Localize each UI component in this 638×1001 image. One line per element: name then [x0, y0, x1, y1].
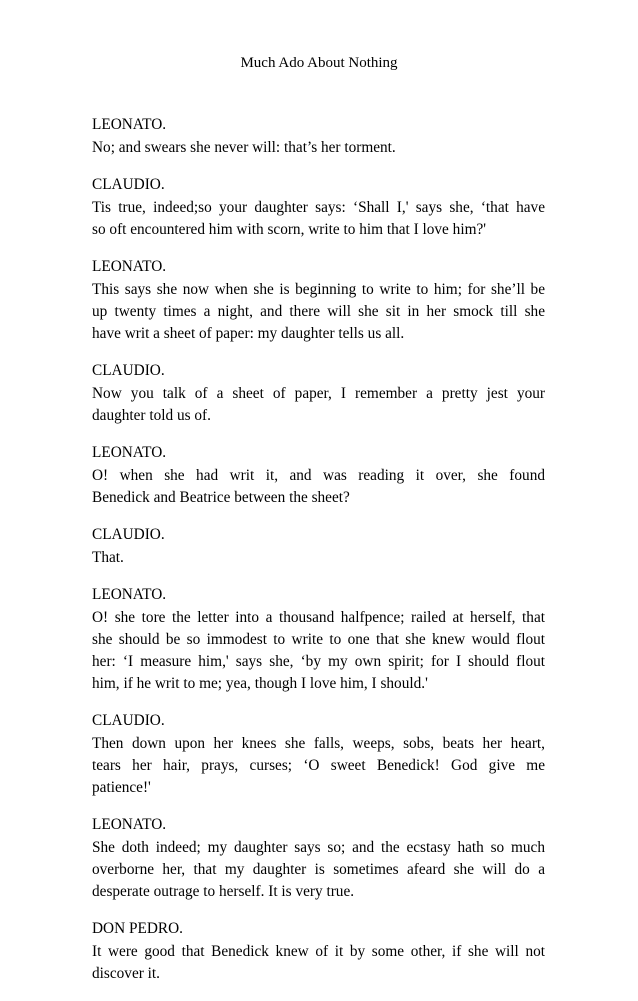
dialogue-line: desperate outrage to herself. It is very true. — [92, 883, 355, 900]
play-text — [92, 115, 545, 1001]
dialogue-line: This says she now when she is beginning to write to him; for she’ll be — [92, 281, 545, 298]
speech-block — [92, 115, 545, 159]
dialogue-line: up twenty times a night, and there will she sit in her smock till she — [92, 303, 545, 320]
speech-block — [92, 919, 545, 985]
dialogue-line: O! when she had writ it, and was reading it over, she found — [92, 467, 545, 484]
speaker-name: CLAUDIO. — [92, 176, 165, 193]
dialogue-line: She doth indeed; my daughter says so; and the ecstasy hath so much — [92, 839, 545, 856]
dialogue-line: overborne her, that my daughter is sometimes afeard she will do a — [92, 861, 545, 878]
dialogue-line: so oft encountered him with scorn, write to him that I love him?' — [92, 221, 487, 238]
dialogue-line: It were good that Benedick knew of it by some other, if she will not — [92, 943, 545, 960]
dialogue-line: him, if he writ to me; yea, though I love him, I should.' — [92, 675, 428, 692]
dialogue-line: No; and swears she never will: that’s her torment. — [92, 139, 396, 156]
dialogue-line: tears her hair, prays, curses; ‘O sweet Benedick! God give me — [92, 757, 545, 774]
speaker-name: LEONATO. — [92, 816, 167, 833]
speech-block — [92, 443, 545, 509]
dialogue-line: Tis true, indeed;so your daughter says: ‘Shall I,' says she, ‘that have — [92, 199, 545, 216]
speech-block — [92, 815, 545, 903]
speech-block — [92, 257, 545, 345]
speaker-name: CLAUDIO. — [92, 712, 165, 729]
dialogue-line: O! she tore the letter into a thousand halfpence; railed at herself, that — [92, 609, 545, 626]
dialogue-line: That. — [92, 549, 124, 566]
dialogue-line: discover it. — [92, 965, 160, 982]
dialogue-line: patience!' — [92, 779, 151, 796]
speech-block — [92, 175, 545, 241]
running-header: Much Ado About Nothing — [240, 55, 398, 71]
speaker-name: LEONATO. — [92, 586, 167, 603]
dialogue-line: Then down upon her knees she falls, weeps, sobs, beats her heart, — [92, 735, 545, 752]
speech-block — [92, 711, 545, 799]
speaker-name: LEONATO. — [92, 258, 167, 275]
speaker-name: DON PEDRO. — [92, 920, 183, 937]
speaker-name: CLAUDIO. — [92, 526, 165, 543]
speaker-name: LEONATO. — [92, 444, 167, 461]
dialogue-line: her: ‘I measure him,' says she, ‘by my own spirit; for I should flout — [92, 653, 545, 670]
speech-block — [92, 361, 545, 427]
speaker-name: CLAUDIO. — [92, 362, 165, 379]
dialogue-line: daughter told us of. — [92, 407, 211, 424]
dialogue-line: Now you talk of a sheet of paper, I remember a pretty jest your — [92, 385, 545, 402]
dialogue-line: she should be so immodest to write to one that she knew would flout — [92, 631, 545, 648]
dialogue-line: have writ a sheet of paper: my daughter tells us all. — [92, 325, 405, 342]
speaker-name: LEONATO. — [92, 116, 167, 133]
dialogue-line: Benedick and Beatrice between the sheet? — [92, 489, 350, 506]
speech-block — [92, 525, 545, 569]
speech-block — [92, 585, 545, 695]
